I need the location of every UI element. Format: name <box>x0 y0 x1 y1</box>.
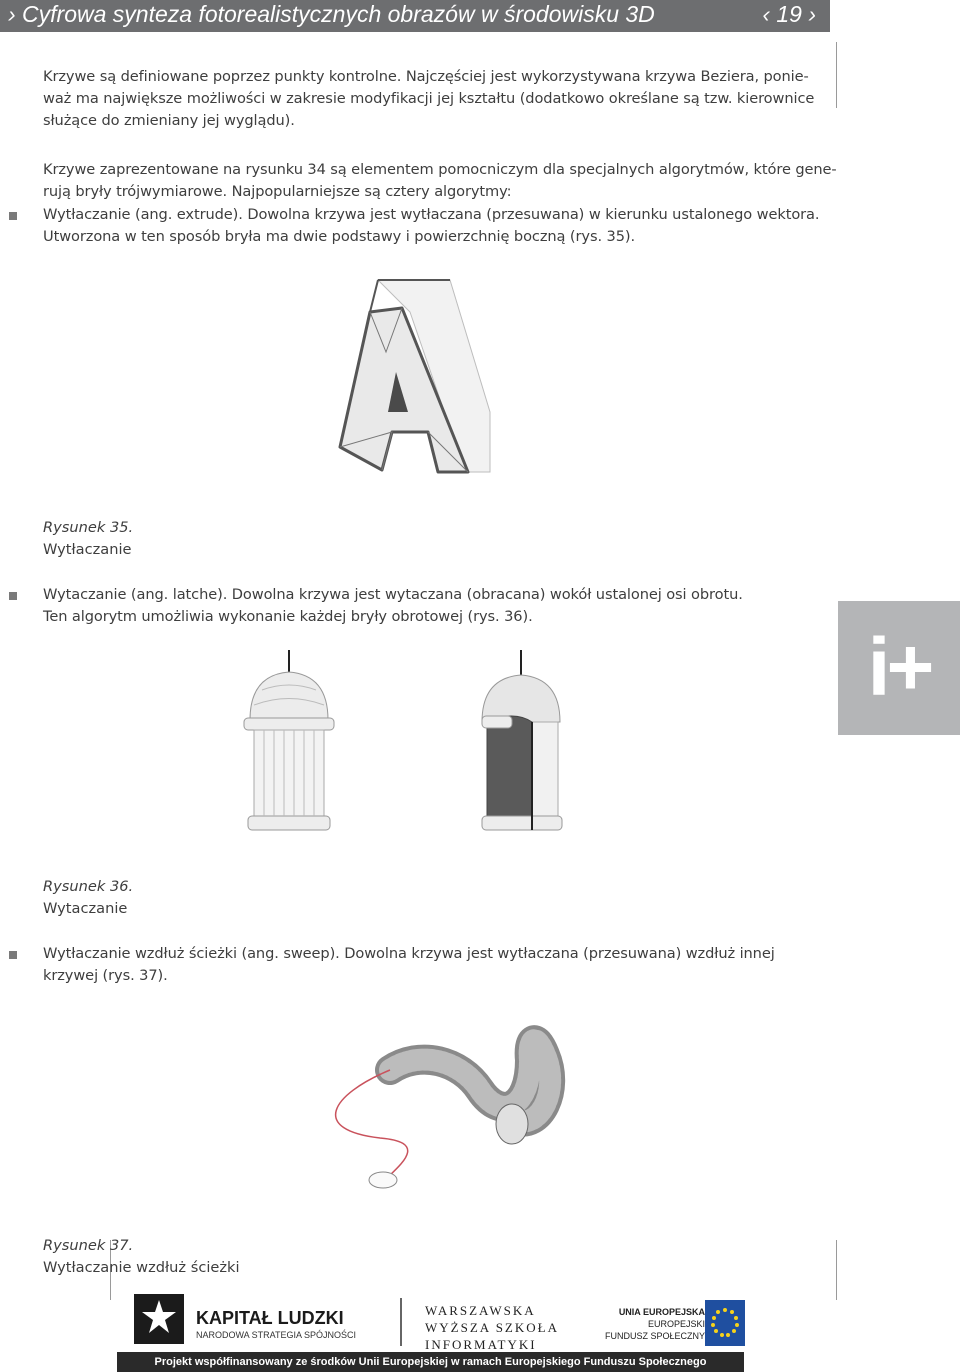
bullet-marker <box>9 212 17 220</box>
eu-subtitle: FUNDUSZ SPOŁECZNY <box>604 1331 705 1341</box>
text-line: Wytłaczanie wzdłuż ścieżki (ang. sweep). Dowolna krzywa jest wytłaczana (przesuwana) wzdłuż innej <box>43 945 775 962</box>
eu-flag-icon <box>705 1300 745 1346</box>
kapital-ludzki-title: KAPITAŁ LUDZKI <box>196 1308 344 1328</box>
text-line: krzywej (rys. 37). <box>43 967 168 984</box>
text-line: Krzywe są definiowane poprzez punkty kontrolne. Najczęściej jest wykorzystywana krzywa Beziera, ponie- <box>43 68 809 85</box>
caption-text: Wytłaczanie <box>43 541 132 558</box>
caption-label: Rysunek 36. <box>43 878 134 895</box>
school-line: INFORMATYKI <box>425 1337 537 1352</box>
paragraph-algorithms <box>43 159 837 203</box>
school-line: WYŻSZA SZKOŁA <box>425 1320 559 1335</box>
text-line: Wytaczanie (ang. latche). Dowolna krzywa jest wytaczana (obracana) wokół ustalonej osi obrotu. <box>43 586 743 603</box>
logo-divider <box>400 1298 402 1346</box>
text-line: służące do zmieniany jej wyglądu). <box>43 112 295 129</box>
caption-label: Rysunek 35. <box>43 519 134 536</box>
text-line: waż ma największe możliwości w zakresie modyfikacji jej kształtu (dodatkowo określane są tzw. kierownice <box>43 90 815 107</box>
text-line: Utworzona w ten sposób bryła ma dwie podstawy i powierzchnię boczną (rys. 35). <box>43 228 636 245</box>
figure-35-extruded-letter-a <box>330 272 530 482</box>
caption-figure-37 <box>43 1235 240 1279</box>
text-line: Wytłaczanie (ang. extrude). Dowolna krzywa jest wytłaczana (przesuwana) w kierunku ustalonego wektora. <box>43 206 820 223</box>
eu-subtitle: EUROPEJSKI <box>647 1319 705 1329</box>
caption-text: Wytaczanie <box>43 900 128 917</box>
paragraph-control-points <box>43 66 823 132</box>
margin-rule-top <box>836 42 837 108</box>
bullet-sweep <box>43 943 823 987</box>
wwsi-logo-text <box>425 1302 559 1353</box>
figure-36-lathe-objects <box>232 650 612 840</box>
text-line: Krzywe zaprezentowane na rysunku 34 są elementem pomocniczym dla specjalnych algorytmów, które gene- <box>43 161 837 178</box>
side-tab-iplus: i+ <box>838 601 960 735</box>
text-line: Ten algorytm umożliwia wykonanie każdej bryły obrotowej (rys. 36). <box>43 608 533 625</box>
kapital-ludzki-logo-icon <box>130 1290 188 1348</box>
bullet-marker <box>9 951 17 959</box>
bullet-marker <box>9 592 17 600</box>
caption-label: Rysunek 37. <box>43 1237 134 1254</box>
bullet-lathe <box>43 584 823 628</box>
eu-title: UNIA EUROPEJSKA <box>618 1307 705 1317</box>
text-line: rują bryły trójwymiarowe. Najpopularniejsze są cztery algorytmy: <box>43 183 512 200</box>
caption-text: Wytłaczanie wzdłuż ścieżki <box>43 1259 240 1276</box>
page-number: ‹ 19 › <box>762 1 816 27</box>
figure-37-sweep-tube <box>260 1020 600 1210</box>
eu-logo-text <box>590 1306 705 1342</box>
school-line: WARSZAWSKA <box>425 1303 536 1318</box>
kapital-ludzki-subtitle: NARODOWA STRATEGIA SPÓJNOŚCI <box>196 1330 357 1340</box>
bullet-extrude <box>43 204 823 248</box>
page-header <box>0 0 830 32</box>
caption-figure-35 <box>43 517 133 561</box>
caption-figure-36 <box>43 876 133 920</box>
chapter-title: › Cyfrowa synteza fotorealistycznych obrazów w środowisku 3D <box>8 1 655 27</box>
margin-rule-bottom-right <box>836 1240 837 1300</box>
cofinancing-strip: Projekt współfinansowany ze środków Unii Europejskiej w ramach Europejskiego Funduszu Społecznego <box>117 1352 744 1372</box>
